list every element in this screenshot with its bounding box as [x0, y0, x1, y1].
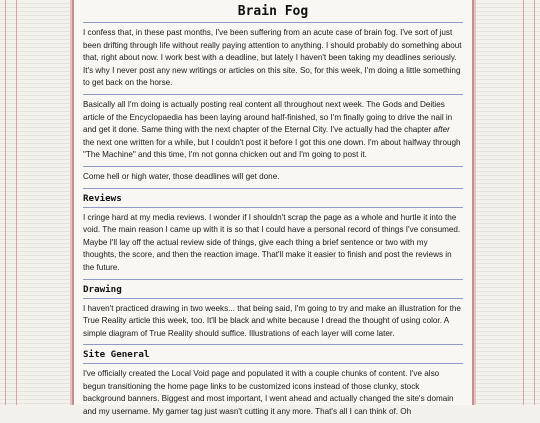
heading-divider — [83, 298, 463, 299]
intro-paragraph-3: Come hell or high water, those deadlines will get done. — [83, 171, 280, 181]
paragraph-divider — [83, 279, 463, 280]
page-title: Brain Fog — [237, 4, 309, 19]
section-heading-drawing: Drawing — [83, 283, 122, 295]
margin-line-right-inner — [523, 0, 524, 405]
margin-line-left-inner — [16, 0, 17, 405]
section-text-reviews: I cringe hard at my media reviews. I wonder if I shouldn't scrap the page as a whole and hurtle it into the void. The main reason I came up with it is so that I could have a personal record of things I've consumed. Maybe I'll lay off the actual review side of things, give each thing a brief sentence or two with my thoughts, the score, and then the reaction image. That'll make it easier to finish and post the reviews in the future. — [83, 212, 461, 272]
section-heading-reviews: Reviews — [83, 192, 122, 204]
margin-line-left-outer — [5, 0, 6, 405]
heading-divider — [83, 363, 463, 364]
paragraph-divider — [83, 188, 463, 189]
article-page — [72, 0, 474, 417]
paragraph-divider — [83, 166, 463, 167]
title-divider — [83, 22, 463, 23]
intro-paragraph-1: I confess that, in these past months, I've been suffering from an acute case of brain fog. I've sort of just been drifting through life without really paying attention to anything. I should probably do something about that, right about now. I work best with a deadline, but lately I haven't been taking my deadlines seriously. It's why I never post any new writings or articles on this site. So, for this week, I'm doing a little something to get back on the horse. — [83, 28, 462, 88]
article-content — [83, 0, 463, 423]
heading-divider — [83, 207, 463, 208]
section-heading-site-general: Site General — [83, 349, 150, 361]
intro-paragraph-2-part-2: the next one written for a while, but I couldn't post it before I got this one down. I'm about halfway through "The Machine" and this time, I'm not gonna chicken out and I'm going to post it. — [83, 137, 461, 160]
section-text-site-general: I've officially created the Local Void page and populated it with a couple chunks of content. I've also begun transitioning the home page links to be customized icons instead of those clunky, stock background banners. Biggest and most important, I went ahead and actually changed the site's domain and my username. My gamer tag just wasn't cutting it any more. That's all I can think of. Oh — [83, 369, 454, 417]
paragraph-divider — [83, 94, 463, 95]
margin-line-right-outer — [534, 0, 535, 405]
section-text-drawing: I haven't practiced drawing in two weeks... that being said, I'm going to try and make an illustration for the True Reality article this week, too. It'll be black and white because I dread the thought of using color. A simple diagram of True Reality should suffice. Illustrations of each layer will come later. — [83, 303, 461, 338]
intro-paragraph-2-part-1: Basically all I'm doing is actually posting real content all throughout next week. The Gods and Deities article of the Encyclopaedia has been laying around half-finished, so I'm finally going to drive the nail in and get it done. Same thing with the next chapter of the Eternal City. I've actually had the chapter — [83, 99, 453, 135]
intro-paragraph-2-emphasis: after — [433, 125, 450, 135]
intro-paragraph-2 — [83, 99, 463, 162]
paragraph-divider — [83, 344, 463, 345]
